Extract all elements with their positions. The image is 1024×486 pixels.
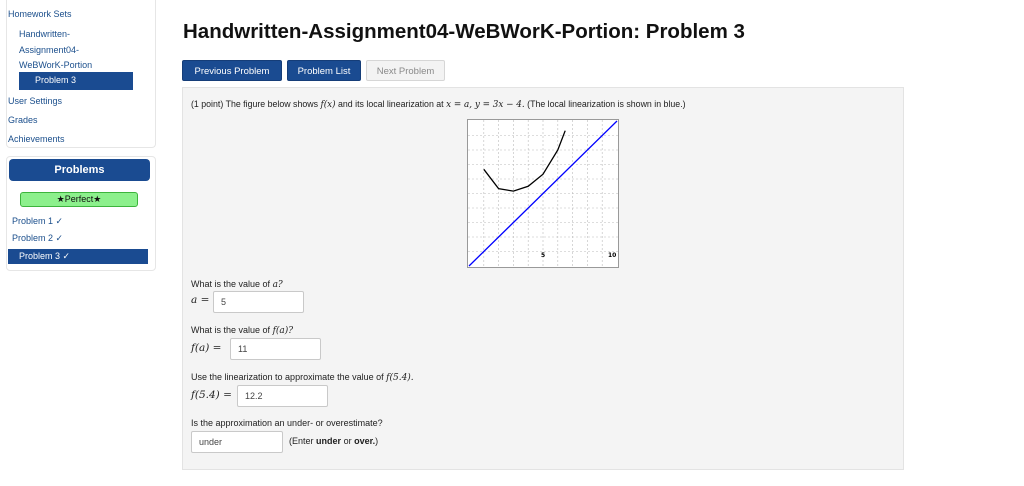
answer-1-label: a =: [191, 294, 210, 306]
intro-linearization-eq: x = a, y = 3x − 4.: [446, 100, 525, 110]
intro-text-c: (The local linearization is shown in blue.): [527, 99, 686, 109]
intro-fx: f(x): [320, 100, 336, 110]
hint-post: ): [375, 436, 379, 446]
question-3-var: f(5.4).: [386, 373, 414, 383]
nav-grades[interactable]: Grades: [8, 115, 38, 125]
intro-text-b: and its local linearization at: [338, 99, 444, 109]
next-problem-button[interactable]: Next Problem: [366, 60, 445, 81]
question-3: [191, 372, 414, 383]
function-graph: [467, 119, 619, 268]
x-tick-label-5: 5: [541, 252, 546, 259]
nav-assignment-line3: WeBWorK-Portion: [19, 60, 93, 70]
points-label: (1 point): [191, 99, 224, 109]
problem-link-3-active[interactable]: Problem 3 ✓: [8, 249, 148, 264]
previous-problem-button[interactable]: Previous Problem: [182, 60, 282, 81]
nav-current-problem[interactable]: Problem 3: [19, 72, 133, 90]
answer-2-label: f(a) =: [191, 342, 222, 354]
page-title: Handwritten-Assignment04-WeBWorK-Portion: Problem 3: [183, 20, 745, 43]
question-4-text: Is the approximation an under- or overestimate?: [191, 418, 383, 428]
series-f-curve: [484, 131, 565, 191]
hint-or: or: [343, 436, 352, 446]
hint-over: over.: [354, 436, 376, 446]
problem-intro: [191, 99, 686, 110]
question-2-text: What is the value of: [191, 325, 271, 335]
intro-text-a: The figure below shows: [225, 99, 318, 109]
question-3-text: Use the linearization to approximate the value of: [191, 372, 384, 382]
nav-assignment-link[interactable]: [19, 27, 119, 74]
nav-homework-sets[interactable]: Homework Sets: [8, 9, 72, 19]
problem-panel: [182, 87, 904, 470]
question-4: [191, 418, 383, 428]
answer-hint: [289, 436, 378, 446]
answer-under-over-input[interactable]: [191, 431, 283, 453]
question-2-var: f(a)?: [272, 326, 294, 336]
problem-link-2[interactable]: Problem 2 ✓: [12, 233, 64, 243]
perfect-status-badge: ★Perfect★: [20, 192, 138, 207]
answer-a-input[interactable]: [213, 291, 304, 313]
hint-pre: (Enter: [289, 436, 314, 446]
question-1-var: a?: [272, 280, 283, 290]
nav-assignment-line2: Assignment04-: [19, 44, 80, 55]
question-1: [191, 279, 283, 290]
answer-3-label: f(5.4) =: [191, 389, 232, 401]
question-1-text: What is the value of: [191, 279, 271, 289]
problems-header: Problems: [9, 159, 150, 181]
answer-fa-input[interactable]: [230, 338, 321, 360]
x-tick-label-10: 10: [608, 252, 617, 259]
answer-f54-input[interactable]: [237, 385, 328, 407]
graph-svg: [468, 120, 618, 267]
problem-list-button[interactable]: Problem List: [287, 60, 361, 81]
problem-link-1[interactable]: Problem 1 ✓: [12, 216, 64, 226]
nav-user-settings[interactable]: User Settings: [8, 96, 63, 106]
question-2: [191, 325, 293, 336]
nav-achievements[interactable]: Achievements: [8, 134, 65, 144]
hint-under: under: [316, 436, 342, 446]
nav-assignment-line1: Handwritten-: [19, 29, 71, 39]
